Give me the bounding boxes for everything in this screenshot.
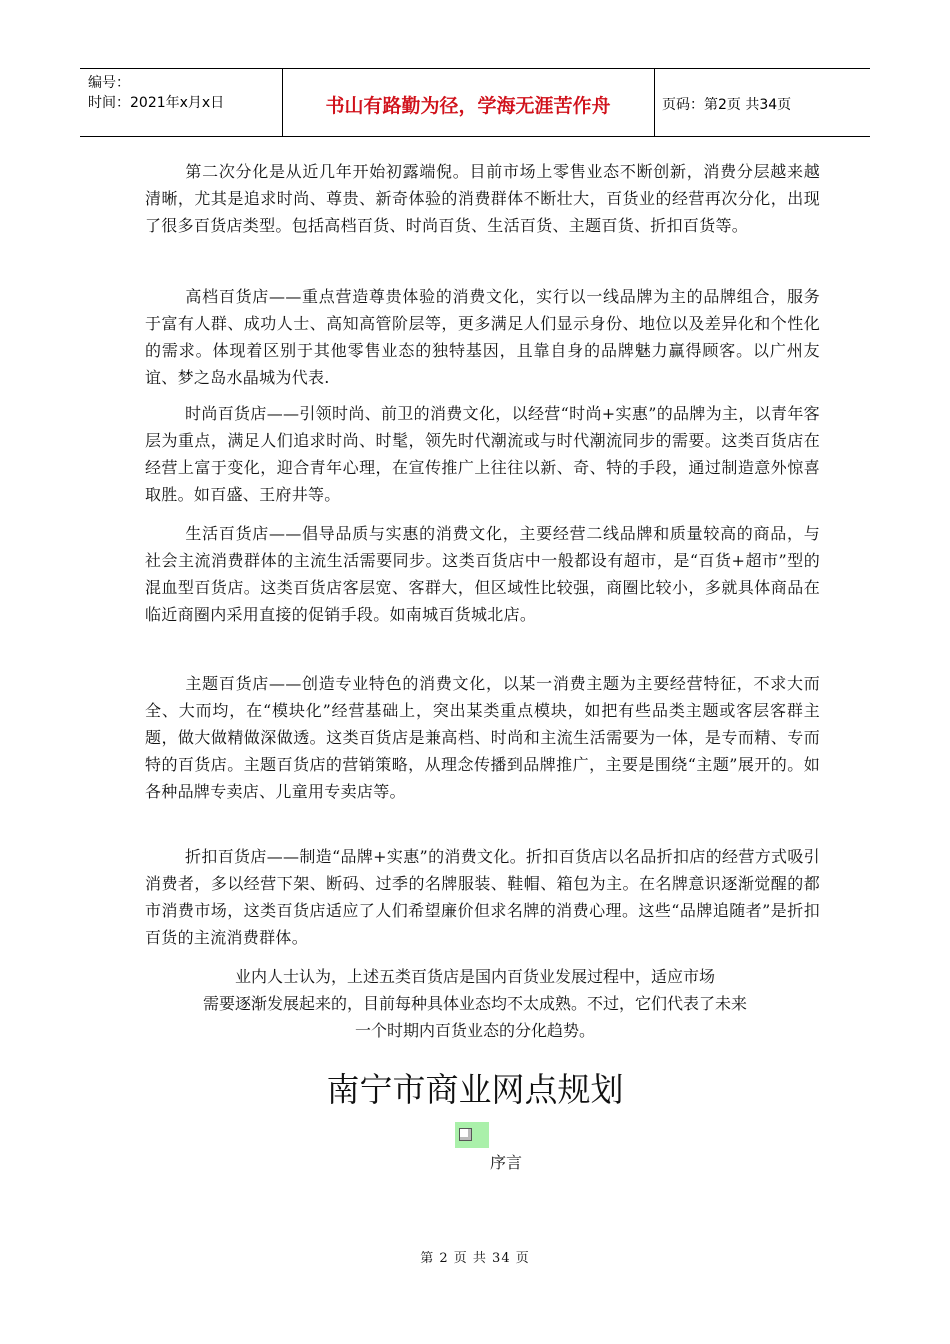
header-bottom-border (80, 136, 870, 137)
header-number-label: 编号： (88, 75, 130, 91)
paragraph-luxury-store: 高档百货店——重点营造尊贵体验的消费文化，实行以一线品牌为主的品牌组合，服务于富有人群、成功人士、高知高管阶层等，更多满足人们显示身份、地位以及差异化和个性化的需求。体现着区别于其他零售业态的独特基因，且靠自身的品牌魅力赢得顾客。以广州友谊、梦之岛水晶城为代表. (145, 287, 820, 387)
paragraph-lifestyle-store: 生活百货店——倡导品质与实惠的消费文化，主要经营二线品牌和质量较高的商品，与社会主流消费群体的主流生活需要同步。这类百货店中一般都设有超市，是“百货+超市”型的混血型百货店。这类百货店客层宽、客群大，但区域性比较强，商圈比较小，多就具体商品在临近商圈内采用直接的促销手段。如南城百货城北店。 (145, 524, 820, 624)
header-time-label: 时间：2021年x月x日 (88, 95, 225, 111)
paragraph-fashion-store: 时尚百货店——引领时尚、前卫的消费文化，以经营“时尚+实惠”的品牌为主，以青年客层为重点，满足人们追求时尚、时髦，领先时代潮流或与时代潮流同步的需要。这类百货店在经营上富于变化，迎合青年心理，在宣传推广上往往以新、奇、特的手段，通过制造意外惊喜取胜。如百盛、王府井等。 (145, 404, 820, 504)
summary-line: 业内人士认为，上述五类百货店是国内百货业发展过程中，适应市场 (234, 967, 715, 986)
summary-line: 一个时期内百货业态的分化趋势。 (354, 1021, 595, 1040)
header-divider-right (654, 68, 655, 136)
paragraph-discount-store: 折扣百货店——制造“品牌+实惠”的消费文化。折扣百货店以名品折扣店的经营方式吸引消费者，多以经营下架、断码、过季的名牌服装、鞋帽、箱包为主。在名牌意识逐渐觉醒的都市消费市场，这类百货店适应了人们希望廉价但求名牌的消费心理。这些“品牌追随者”是折扣百货的主流消费群体。 (145, 847, 820, 947)
header-page-label: 页码：第2页 共34页 (662, 97, 792, 113)
header-motto: 书山有路勤为径，学海无涯苦作舟 (325, 95, 611, 117)
paragraph-theme-store: 主题百货店——创造专业特色的消费文化，以某一消费主题为主要经营特征，不求大而全、大而均，在“模块化”经营基础上，突出某类重点模块，如把有些品类主题或客层客群主题，做大做精做深做透。这类百货店是兼高档、时尚和主流生活需要为一体，是专而精、专而特的百货店。主题百货店的营销策略，从理念传播到品牌推广，主要是围绕“主题”展开的。如各种品牌专卖店、儿童用专卖店等。 (145, 674, 820, 801)
paragraph-intro: 第二次分化是从近几年开始初露端倪。目前市场上零售业态不断创新，消费分层越来越清晰，尤其是追求时尚、尊贵、新奇体验的消费群体不断壮大，百货业的经营再次分化，出现了很多百货店类型。包括高档百货、时尚百货、生活百货、主题百货、折扣百货等。 (145, 162, 820, 235)
document-title: 南宁市商业网点规划 (326, 1070, 624, 1109)
summary-line: 需要逐渐发展起来的，目前每种具体业态均不太成熟。不过，它们代表了未来 (202, 994, 747, 1013)
embedded-object-icon (455, 1122, 489, 1148)
section-subtitle: 序言 (490, 1153, 523, 1172)
header-top-border (80, 68, 870, 69)
summary-paragraph (140, 963, 810, 1044)
page-footer: 第 2 页 共 34 页 (420, 1251, 530, 1266)
